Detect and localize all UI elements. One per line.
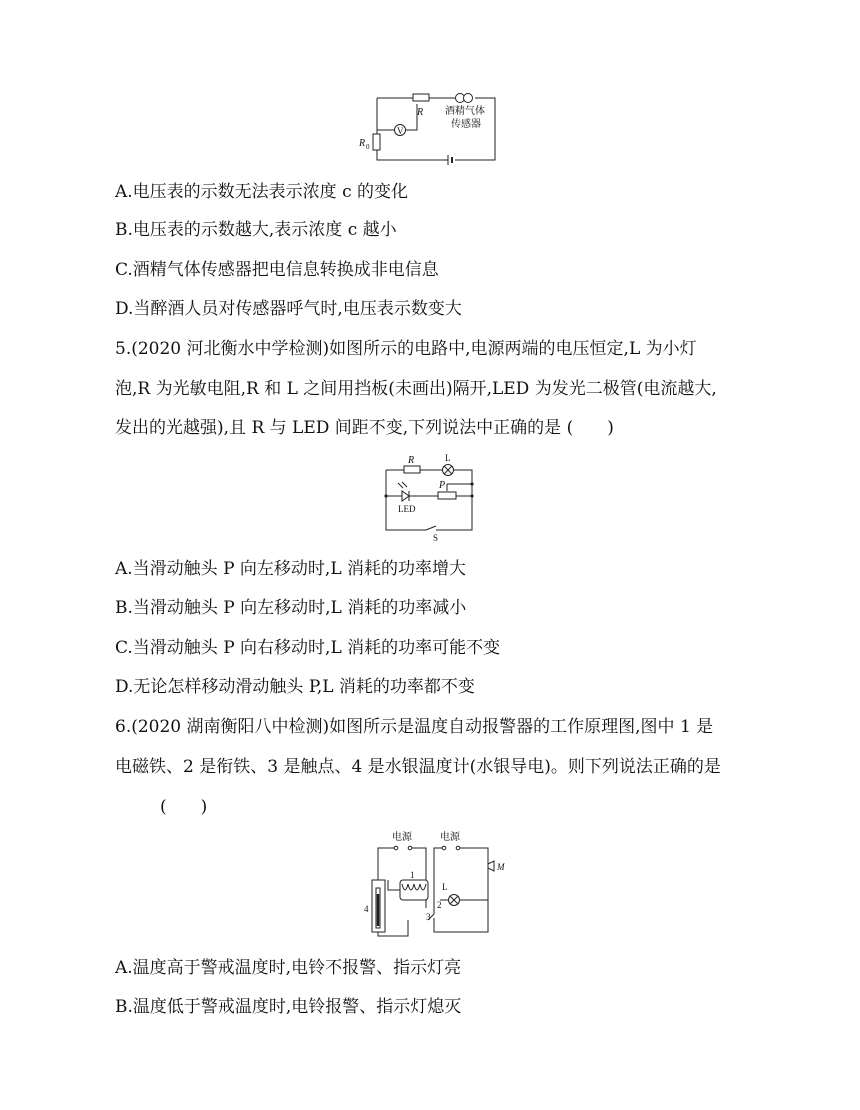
q4-option-d: D.当醉酒人员对传感器呼气时,电压表示数变大	[115, 299, 462, 319]
q6-stem-line2: 电磁铁、2 是衔铁、3 是触点、4 是水银温度计(水银导电)。则下列说法正确的是	[115, 757, 721, 777]
label-r0: R	[359, 138, 366, 149]
label-p: P	[439, 480, 446, 491]
label-m: M	[497, 862, 505, 872]
label-l: L	[442, 882, 448, 892]
q4-option-a: A.电压表的示数无法表示浓度 c 的变化	[115, 182, 409, 202]
q6-option-b: B.温度低于警戒温度时,电铃报警、指示灯熄灭	[115, 997, 462, 1017]
label-l: L	[445, 453, 451, 463]
q6-stem-line1: 6.(2020 湖南衡阳八中检测)如图所示是温度自动报警器的工作原理图,图中 1 是	[115, 717, 714, 737]
label-r: R	[417, 107, 424, 118]
q5-option-d: D.无论怎样移动滑动触头 P,L 消耗的功率都不变	[115, 677, 475, 697]
power-label-1: 电源	[392, 832, 412, 843]
q5-option-a: A.当滑动触头 P 向左移动时,L 消耗的功率增大	[115, 559, 467, 579]
q5-stem-line3: 发出的光越强),且 R 与 LED 间距不变,下列说法中正确的是 ( )	[115, 418, 614, 438]
q5-option-b: B.当滑动触头 P 向左移动时,L 消耗的功率减小	[115, 598, 467, 618]
voltmeter-label: V	[397, 126, 404, 136]
label-3: 3	[426, 912, 431, 922]
q5-stem-line2: 泡,R 为光敏电阻,R 和 L 之间用挡板(未画出)隔开,LED 为发光二极管(电流越大,	[115, 379, 717, 399]
label-2: 2	[437, 900, 442, 910]
q4-option-c: C.酒精气体传感器把电信息转换成非电信息	[115, 260, 439, 280]
figure-alcohol-sensor-circuit	[355, 88, 505, 168]
label-r: R	[408, 455, 415, 466]
figure-temperature-alarm	[362, 828, 512, 940]
q6-stem-line3: ( )	[160, 797, 208, 817]
sensor-label-line2: 传感器	[451, 119, 481, 130]
label-4: 4	[364, 904, 369, 914]
q5-option-c: C.当滑动触头 P 向右移动时,L 消耗的功率可能不变	[115, 638, 501, 658]
label-s: S	[433, 533, 439, 543]
label-r0-sub: 0	[366, 143, 370, 151]
power-label-2: 电源	[440, 832, 460, 843]
q4-option-b: B.电压表的示数越大,表示浓度 c 越小	[115, 220, 397, 240]
q5-stem-line1: 5.(2020 河北衡水中学检测)如图所示的电路中,电源两端的电压恒定,L 为小灯	[115, 339, 697, 359]
q6-option-a: A.温度高于警戒温度时,电铃不报警、指示灯亮	[115, 958, 462, 978]
sensor-label-line1: 酒精气体	[445, 106, 485, 117]
figure-led-circuit	[376, 452, 480, 544]
label-1: 1	[410, 870, 415, 880]
label-led: LED	[398, 504, 416, 514]
